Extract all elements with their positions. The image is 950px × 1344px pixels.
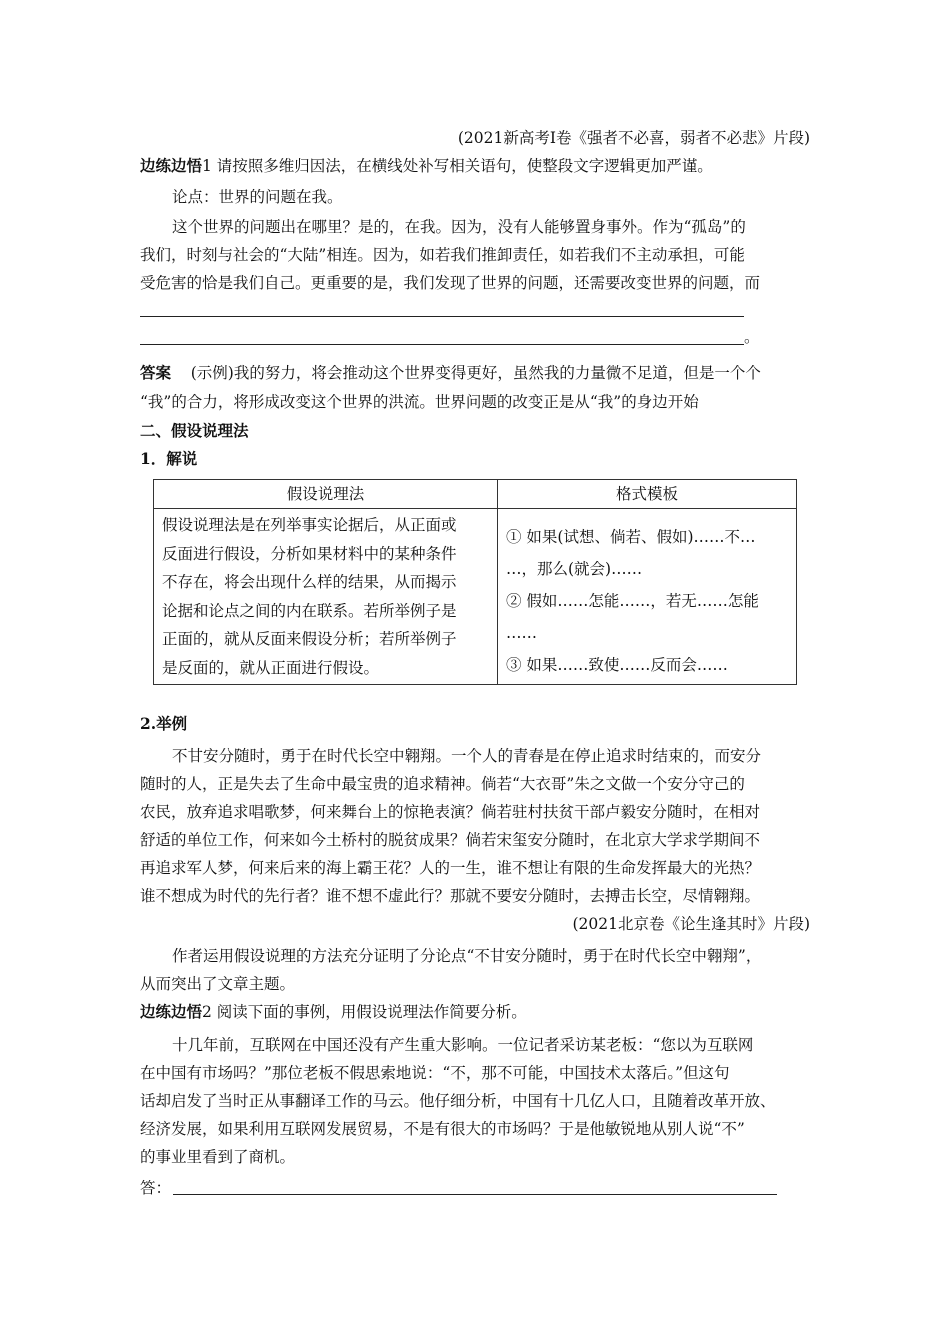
method-description-line: 反面进行假设，分析如果材料中的某种条件	[162, 544, 457, 563]
source-citation-2: (2021北京卷《论生逢其时》片段)	[572, 915, 810, 933]
template-line: ① 如果(试想、倘若、假如)……不…	[506, 528, 756, 546]
method-description-line: 不存在，将会出现什么样的结果，从而揭示	[162, 573, 457, 591]
example-line: 不甘安分随时，勇于在时代长空中翱翔。一个人的青春是在停止追求时结束的，而安分	[172, 747, 762, 765]
answer-blank-line-2[interactable]	[140, 344, 744, 345]
comment-line: 作者运用假设说理的方法充分证明了分论点“不甘安分随时，勇于在时代长空中翱翔”，	[172, 947, 762, 965]
subheading-explanation: 1．解说	[140, 449, 198, 468]
answer-text: (示例)我的努力，将会推动这个世界变得更好，虽然我的力量微不足道，但是一个个	[190, 364, 761, 382]
example-line: 舒适的单位工作，何来如今土桥村的脱贫成果？倘若宋玺安分随时，在北京大学求学期间不	[140, 831, 761, 849]
answer-prefix: 答：	[140, 1179, 172, 1197]
template-cell	[498, 509, 797, 685]
story-line: 的事业里看到了商机。	[140, 1148, 296, 1166]
table-header-template: 格式模板	[498, 480, 797, 509]
exercise-1-prompt	[140, 155, 713, 177]
answer-label: 答案	[140, 363, 172, 382]
table-header-method: 假设说理法	[154, 480, 498, 509]
exercise-2-instruction: 2 阅读下面的事例，用假设说理法作简要分析。	[202, 1003, 527, 1021]
exercise-1-line: 受危害的恰是我们自己。更重要的是，我们发现了世界的问题，还需要改变世界的问题，而	[140, 274, 761, 292]
section-2-heading: 二、假设说理法	[140, 421, 249, 440]
exercise-1-line: 我们，时刻与社会的“大陆”相连。因为，如若我们推卸责任，如若我们不主动承担，可能	[140, 246, 745, 264]
exercise-2-label: 边练边悟	[140, 1002, 203, 1021]
answer-line: “我”的合力，将形成改变这个世界的洪流。世界问题的改变正是从“我”的身边开始	[140, 393, 699, 411]
answer-blank-line-1[interactable]	[140, 316, 744, 317]
exercise-1-line: 这个世界的问题出在哪里？是的，在我。因为，没有人能够置身事外。作为“孤岛”的	[172, 218, 746, 236]
template-line: ……	[506, 624, 537, 642]
exercise-1-label: 边练边悟	[140, 156, 203, 175]
example-line: 谁不想成为时代的先行者？谁不想不虚此行？那就不要安分随时，去搏击长空，尽情翱翔。	[140, 887, 761, 905]
method-description-line: 假设说理法是在列举事实论据后，从正面或	[162, 516, 457, 534]
source-citation-1: (2021新高考Ⅰ卷《强者不必喜，弱者不必悲》片段)	[457, 129, 810, 147]
exercise-1-instruction: 1 请按照多维归因法，在横线处补写相关语句，使整段文字逻辑更加严谨。	[202, 157, 713, 175]
answer-blank-line-3[interactable]	[173, 1194, 777, 1195]
story-line: 经济发展，如果利用互联网发展贸易，不是有很大的市场吗？于是他敏锐地从别人说“不”	[140, 1120, 745, 1138]
method-table	[153, 479, 797, 685]
story-line: 十几年前，互联网在中国还没有产生重大影响。一位记者采访某老板：“您以为互联网	[172, 1036, 754, 1054]
example-line: 农民，放弃追求唱歌梦，何来舞台上的惊艳表演？倘若驻村扶贫干部卢毅安分随时，在相对	[140, 803, 761, 821]
comment-line: 从而突出了文章主题。	[140, 975, 296, 993]
answer-line	[140, 362, 761, 384]
exercise-1-thesis: 论点：世界的问题在我。	[172, 188, 343, 206]
exercise-2-prompt	[140, 1001, 527, 1023]
method-description-cell	[154, 509, 498, 685]
template-line: ② 假如……怎能……，若无……怎能	[506, 592, 759, 610]
method-description-line: 是反面的，就从正面进行假设。	[162, 658, 380, 677]
template-line: ③ 如果……致使……反而会……	[506, 656, 728, 674]
subheading-example: 2.举例	[140, 714, 188, 733]
example-line: 再追求军人梦，何来后来的海上霸王花？人的一生，谁不想让有限的生命发挥最大的光热？	[140, 859, 761, 877]
story-line: 在中国有市场吗？”那位老板不假思索地说：“不，那不可能，中国技术太落后。”但这句	[140, 1064, 730, 1082]
blank-end-mark: 。	[744, 328, 760, 346]
story-line: 话却启发了当时正从事翻译工作的马云。他仔细分析，中国有十几亿人口，且随着改革开放、	[140, 1092, 776, 1110]
method-description-line: 论据和论点之间的内在联系。若所举例子是	[162, 601, 457, 620]
method-description-line: 正面的，就从反面来假设分析；若所举例子	[162, 630, 457, 648]
template-line: …，那么(就会)……	[506, 560, 643, 578]
example-line: 随时的人，正是失去了生命中最宝贵的追求精神。倘若“大衣哥”朱之文做一个安分守己的	[140, 775, 745, 793]
